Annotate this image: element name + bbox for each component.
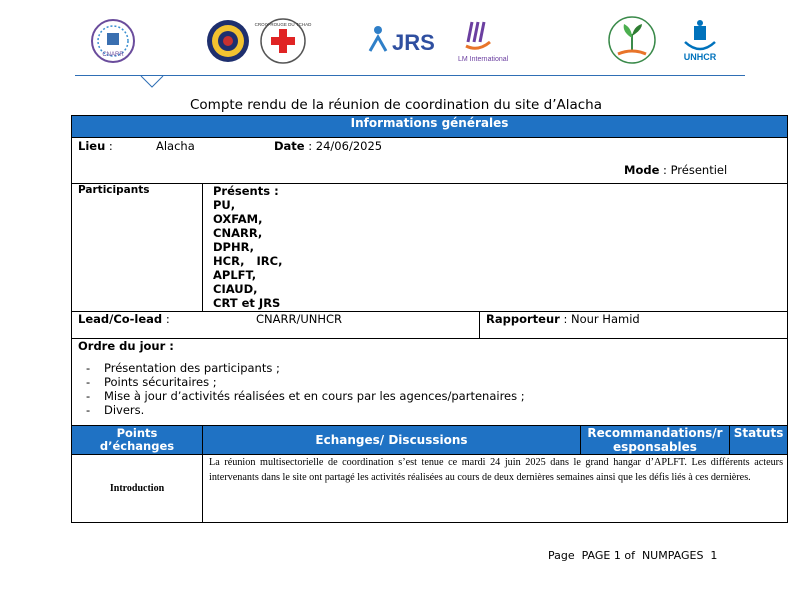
agenda-item: - Points sécuritaires ; bbox=[86, 375, 781, 389]
presents-label: Présents : bbox=[213, 184, 279, 198]
lead-value: CNARR/UNHCR bbox=[256, 312, 343, 326]
date-label: Date bbox=[274, 139, 305, 153]
col-header-echanges: Echanges/ Discussions bbox=[203, 426, 581, 455]
header-rule-notch bbox=[141, 76, 163, 88]
participant-item: PU, bbox=[213, 198, 236, 212]
participants-cell bbox=[203, 184, 788, 312]
lieu-label: Lieu bbox=[78, 139, 106, 153]
agenda-item: - Mise à jour d’activités réalisées et en cours par les agences/partenaires ; bbox=[86, 389, 781, 403]
mode-label: Mode bbox=[624, 163, 660, 177]
general-info-header: Informations générales bbox=[72, 116, 788, 138]
col-header-points: Points d’échanges bbox=[72, 426, 203, 455]
jrs-logo bbox=[366, 16, 442, 66]
rapporteur-value: Nour Hamid bbox=[571, 312, 640, 326]
unhcr-logo bbox=[675, 16, 725, 66]
participant-item: APLFT, bbox=[213, 268, 257, 282]
participants-label: Participants bbox=[72, 184, 203, 312]
lm-international-logo-text: LM International bbox=[458, 56, 509, 63]
seal-logo bbox=[202, 16, 254, 66]
agenda-label: Ordre du jour : bbox=[78, 339, 174, 353]
minutes-table bbox=[71, 115, 788, 523]
lieu-date-mode-cell: Lieu : Alacha Date : 24/06/2025 Mode : Présentiel bbox=[72, 138, 788, 184]
rapporteur-cell: Rapporteur : Nour Hamid bbox=[480, 312, 788, 339]
col-header-recommandations: Recommandations/responsables bbox=[581, 426, 730, 455]
unhcr-logo-text: UNHCR bbox=[683, 52, 717, 62]
participant-item: HCR, IRC, bbox=[213, 254, 283, 268]
col-header-statut: Statuts bbox=[730, 426, 788, 455]
agenda-list bbox=[86, 361, 781, 417]
lead-cell: Lead/Co-lead : CNARR/UNHCR bbox=[72, 312, 480, 339]
document-title: Compte rendu de la réunion de coordination du site d’Alacha bbox=[189, 97, 603, 113]
plant-logo bbox=[604, 16, 660, 66]
cnarr-logo bbox=[85, 16, 141, 66]
participant-item: CNARR, bbox=[213, 226, 263, 240]
participant-item: OXFAM, bbox=[213, 212, 263, 226]
rapporteur-label: Rapporteur bbox=[486, 312, 560, 326]
participant-item: CRT et JRS bbox=[213, 296, 281, 310]
jrs-logo-text: JRS bbox=[392, 30, 435, 55]
row-text-introduction: La réunion multisectorielle de coordination s’est tenue ce mardi 24 juin 2025 dans le grand hangar d’APLFT. Les différents acteurs intervenants dans le site ont partagé les activités réalisées au cours de deux dernières semaines ainsi que les défis liés à ces dernières. bbox=[203, 455, 788, 523]
participant-item: DPHR, bbox=[213, 240, 255, 254]
lead-label: Lead/Co-lead bbox=[78, 312, 163, 326]
lm-international-logo bbox=[456, 16, 522, 66]
header-rule bbox=[75, 75, 745, 76]
logo-strip bbox=[0, 16, 792, 72]
lieu-value: Alacha bbox=[156, 139, 195, 153]
red-cross-logo-text: CROIX-ROUGE DU TCHAD bbox=[254, 22, 312, 27]
mode-value: Présentiel bbox=[670, 163, 728, 177]
page-footer: Page PAGE 1 of NUMPAGES 1 bbox=[548, 549, 718, 562]
participant-item: CIAUD, bbox=[213, 282, 258, 296]
agenda-item: - Divers. bbox=[86, 403, 781, 417]
agenda-cell bbox=[72, 339, 788, 426]
cnarr-logo-text: CNARR bbox=[102, 52, 124, 58]
red-cross-logo bbox=[254, 16, 312, 66]
date-value: 24/06/2025 bbox=[315, 139, 383, 153]
row-point-introduction: Introduction bbox=[72, 455, 203, 523]
agenda-item: - Présentation des participants ; bbox=[86, 361, 781, 375]
